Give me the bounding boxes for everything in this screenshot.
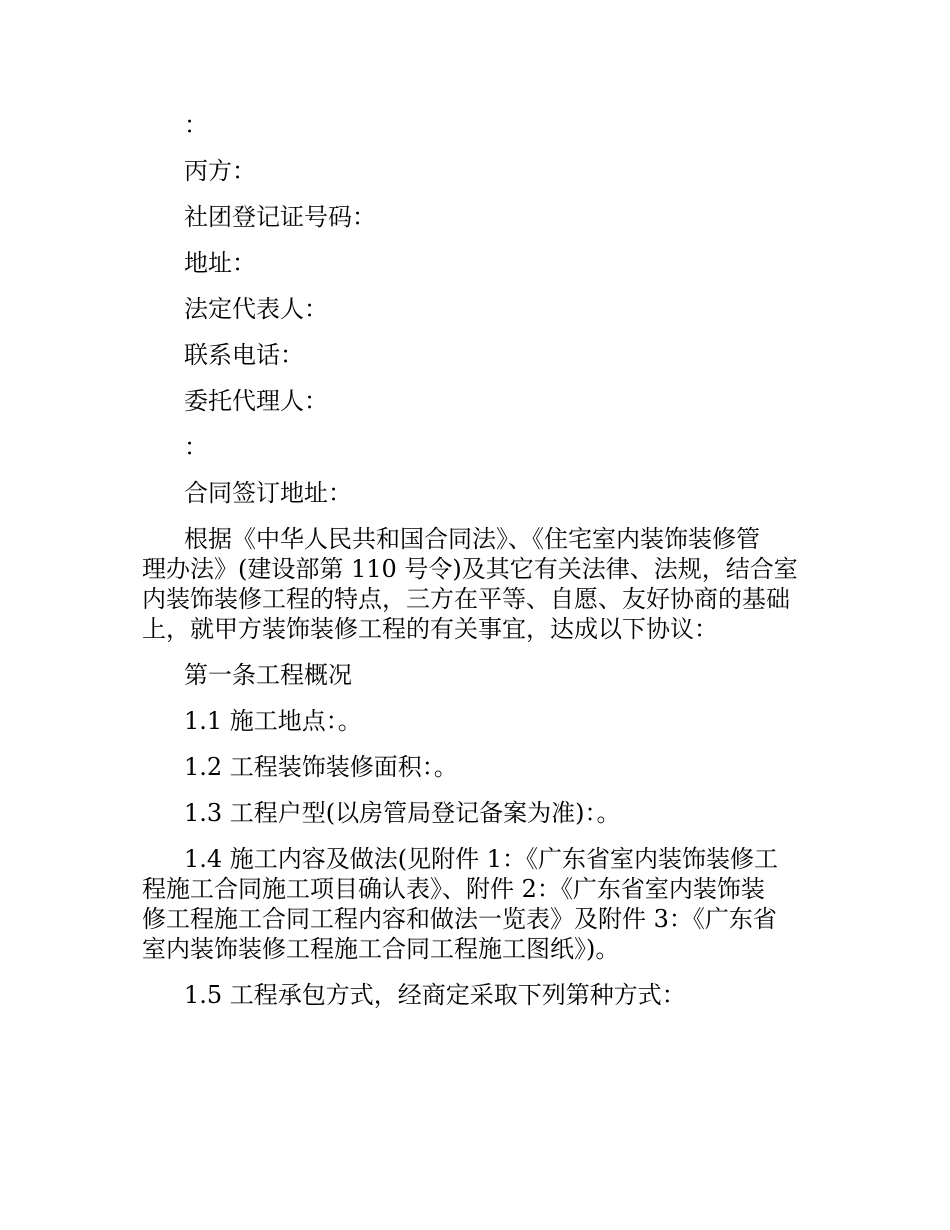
signing-address-label: 合同签订地址： bbox=[184, 479, 352, 507]
item-1-1: 1.1 施工地点：。 bbox=[184, 707, 362, 735]
legal-representative-label: 法定代表人： bbox=[184, 295, 328, 323]
contract-page bbox=[142, 110, 812, 1010]
colon-line-2: ： bbox=[184, 433, 208, 461]
item-1-3: 1.3 工程户型(以房管局登记备案为准)：。 bbox=[184, 799, 621, 827]
intro-line: 上，就甲方装饰装修工程的有关事宜，达成以下协议： bbox=[142, 615, 718, 643]
intro-line: 内装饰装修工程的特点，三方在平等、自愿、友好协商的基础 bbox=[142, 585, 790, 613]
intro-paragraph bbox=[142, 524, 812, 644]
party-c-label: 丙方： bbox=[184, 157, 256, 185]
item-1-4-line: 1.4 施工内容及做法(见附件 1：《广东省室内装饰装修工 bbox=[184, 845, 779, 873]
phone-label: 联系电话： bbox=[184, 341, 304, 369]
registration-number-label: 社团登记证号码： bbox=[184, 203, 376, 231]
address-label: 地址： bbox=[184, 249, 256, 277]
article-1-title: 第一条工程概况 bbox=[184, 661, 352, 689]
item-1-4-line: 程施工合同施工项目确认表》、附件 2：《广东省室内装饰装 bbox=[142, 875, 765, 903]
intro-line: 根据《中华人民共和国合同法》、《住宅室内装饰装修管 bbox=[184, 525, 760, 553]
agent-label: 委托代理人： bbox=[184, 387, 328, 415]
colon-line-1: ： bbox=[184, 111, 208, 139]
item-1-5: 1.5 工程承包方式，经商定采取下列第种方式： bbox=[184, 981, 686, 1009]
item-1-4-line: 室内装饰装修工程施工合同工程施工图纸》)。 bbox=[142, 935, 620, 963]
intro-line: 理办法》(建设部第 110 号令)及其它有关法律、法规，结合室 bbox=[142, 555, 798, 583]
item-1-2: 1.2 工程装饰装修面积：。 bbox=[184, 753, 458, 781]
item-1-4-line: 修工程施工合同工程内容和做法一览表》及附件 3：《广东省 bbox=[142, 905, 777, 933]
item-1-4-paragraph bbox=[142, 844, 812, 964]
